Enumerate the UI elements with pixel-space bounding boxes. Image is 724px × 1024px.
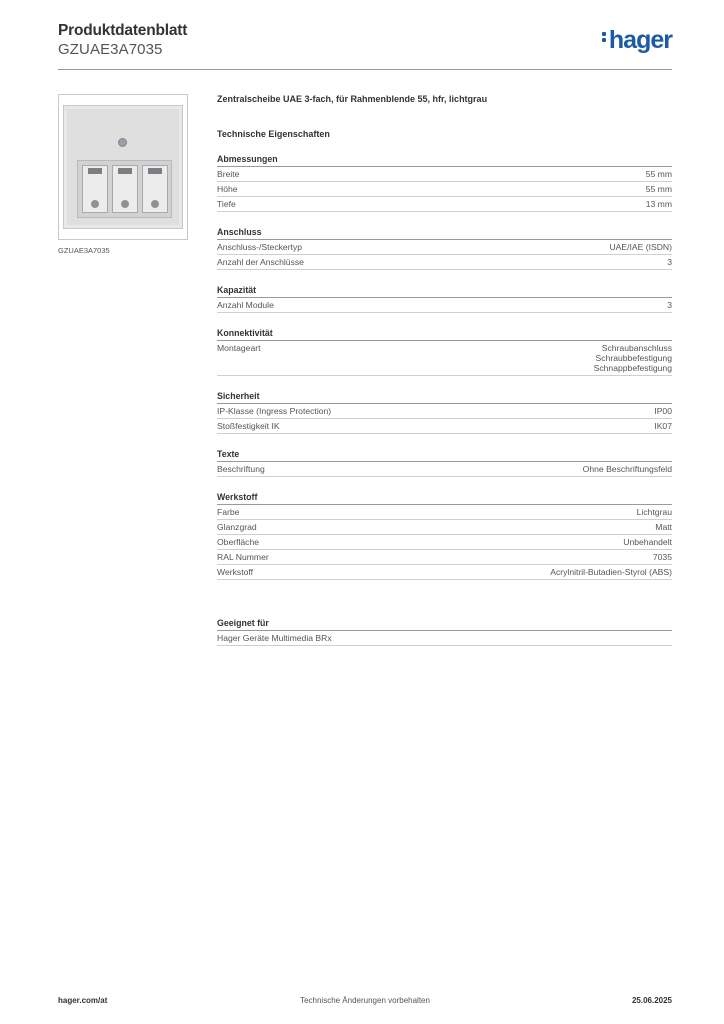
product-code: GZUAE3A7035 [58, 41, 163, 58]
footer-note: Technische Änderungen vorbehalten [300, 996, 430, 1005]
product-description: Zentralscheibe UAE 3-fach, für Rahmenblende 55, hfr, lichtgrau [217, 94, 488, 104]
property-value [550, 567, 672, 577]
footer-date: 25.06.2025 [631, 996, 672, 1005]
property-sections [217, 154, 672, 580]
section-kapazit-t [217, 285, 672, 313]
property-value-line: Acrylnitril-Butadien-Styrol (ABS) [550, 567, 672, 577]
property-row [217, 565, 672, 580]
section-title: Geeignet für [217, 618, 672, 631]
property-label: RAL Nummer [217, 552, 269, 562]
property-value [655, 522, 672, 532]
section-abmessungen [217, 154, 672, 212]
hager-logo [602, 26, 672, 55]
property-value [594, 343, 672, 373]
property-value-line: 55 mm [645, 169, 672, 179]
property-label: Beschriftung [217, 464, 265, 474]
property-value-line: 3 [667, 257, 672, 267]
property-value [623, 537, 672, 547]
property-label: Höhe [217, 184, 238, 194]
property-label: Farbe [217, 507, 240, 517]
section-werkstoff [217, 492, 672, 580]
cover-plate-image [63, 105, 183, 229]
section-texte [217, 449, 672, 477]
property-label: IP-Klasse (Ingress Protection) [217, 406, 332, 416]
section-anschluss [217, 227, 672, 270]
section-sicherheit [217, 391, 672, 434]
property-row [217, 462, 672, 477]
property-value-line: Schraubanschluss [601, 343, 672, 353]
property-value [609, 242, 672, 252]
property-value-line: Matt [655, 522, 672, 532]
property-row [217, 197, 672, 212]
socket-icon [142, 165, 168, 213]
property-value [667, 300, 672, 310]
document-title: Produktdatenblatt [58, 22, 188, 39]
property-row [217, 404, 672, 419]
logo-dots-icon [602, 30, 607, 44]
property-value [583, 464, 672, 474]
property-value [654, 421, 672, 431]
property-row [217, 341, 672, 376]
property-row [217, 167, 672, 182]
property-row [217, 520, 672, 535]
property-value-line: 13 mm [645, 199, 672, 209]
main-content [217, 94, 672, 646]
property-value-line: IK07 [654, 421, 672, 431]
page-header [58, 22, 672, 70]
property-row [217, 535, 672, 550]
product-image [58, 94, 188, 240]
property-value [646, 169, 672, 179]
property-value [667, 257, 672, 267]
section-title: Werkstoff [217, 492, 672, 505]
property-label: Anzahl der Anschlüsse [217, 257, 304, 267]
footer-website: hager.com/at [58, 996, 108, 1005]
property-value-line: 3 [667, 300, 672, 310]
suitable-for-section [217, 618, 672, 646]
property-value-line: Lichtgrau [636, 507, 672, 517]
socket-icon [82, 165, 108, 213]
section-title: Texte [217, 449, 672, 462]
property-row [217, 240, 672, 255]
section-title: Konnektivität [217, 328, 672, 341]
property-value-line: Schnappbefestigung [593, 363, 672, 373]
section-title: Anschluss [217, 227, 672, 240]
property-label: Breite [217, 169, 240, 179]
property-label: Glanzgrad [217, 522, 257, 532]
socket-area [77, 160, 172, 218]
property-value [646, 184, 672, 194]
technical-properties-heading: Technische Eigenschaften [217, 129, 330, 139]
property-label: Montageart [217, 343, 261, 353]
property-value-line: 55 mm [645, 184, 672, 194]
property-value [637, 507, 672, 517]
property-row [217, 505, 672, 520]
property-label: Hager Geräte Multimedia BRx [217, 633, 332, 643]
property-value-line: Unbehandelt [623, 537, 672, 547]
property-label: Anschluss-/Steckertyp [217, 242, 303, 252]
property-label: Oberfläche [217, 537, 260, 547]
section-title: Kapazität [217, 285, 672, 298]
property-label: Werkstoff [217, 567, 253, 577]
property-row [217, 255, 672, 270]
property-value-line: Ohne Beschriftungsfeld [582, 464, 672, 474]
property-row [217, 550, 672, 565]
section-title: Sicherheit [217, 391, 672, 404]
socket-icon [112, 165, 138, 213]
property-row [217, 298, 672, 313]
property-label: Anzahl Module [217, 300, 274, 310]
property-label: Stoßfestigkeit IK [217, 421, 280, 431]
property-row [217, 419, 672, 434]
section-konnektivit-t [217, 328, 672, 376]
image-caption: GZUAE3A7035 [58, 246, 110, 255]
property-value [654, 406, 672, 416]
property-value [653, 552, 672, 562]
property-value-line: Schraubbefestigung [595, 353, 672, 363]
property-value-line: 7035 [652, 552, 672, 562]
property-value-line: IP00 [654, 406, 672, 416]
property-label: Tiefe [217, 199, 236, 209]
property-row [217, 182, 672, 197]
section-title: Abmessungen [217, 154, 672, 167]
property-row [217, 631, 672, 646]
screw-icon [118, 138, 127, 147]
property-value-line: UAE/IAE (ISDN) [609, 242, 672, 252]
property-value [646, 199, 672, 209]
logo-text: hager [608, 26, 672, 54]
